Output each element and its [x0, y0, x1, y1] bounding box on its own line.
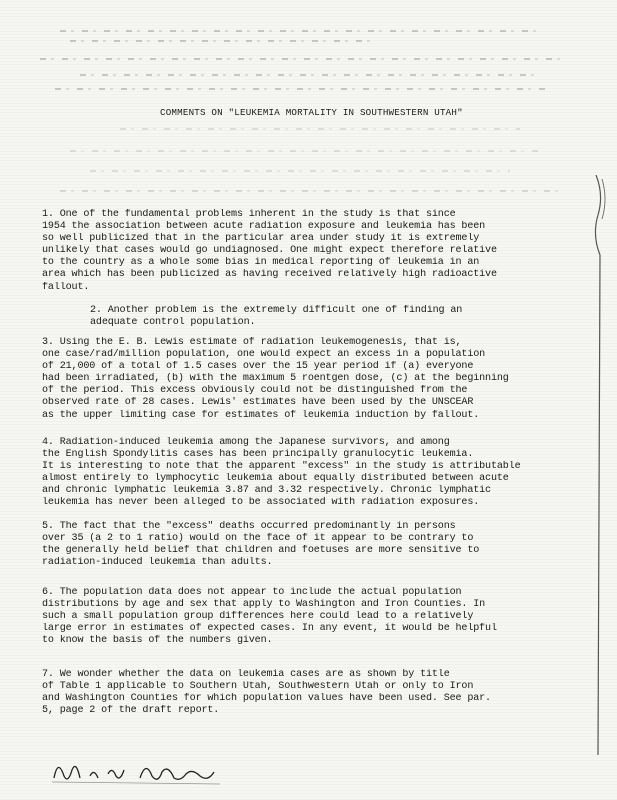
- paragraph-line: large error in estimates of expected cases. In any event, it would be helpful: [42, 623, 497, 635]
- paragraph-line: unlikely that cases would go undiagnosed. One might expect therefore relative: [42, 245, 497, 257]
- paragraph-line: 4. Radiation-induced leukemia among the Japanese survivors, and among: [42, 437, 450, 448]
- scan-artifact: [60, 30, 540, 32]
- paragraph-line: 7. We wonder whether the data on leukemia cases are as shown by title: [42, 669, 450, 680]
- paragraph-line: 1. One of the fundamental problems inherent in the study is that since: [42, 209, 456, 220]
- paragraph-line: leukemia has never been alleged to be associated with radiation exposures.: [42, 497, 480, 509]
- paragraph-line: of 21,000 of a total of 1.5 cases over the 15 year period if (a) everyone: [42, 361, 474, 373]
- paragraph-line: of the period. This excess obviously could not be distinguished from the: [42, 385, 468, 397]
- paragraph-line: distributions by age and sex that apply to Washington and Iron Counties. In: [42, 599, 486, 611]
- paragraph-line: to know the basis of the numbers given.: [42, 635, 273, 647]
- document-title: COMMENTS ON "LEUKEMIA MORTALITY IN SOUTHWESTERN UTAH": [160, 107, 463, 118]
- scan-artifact: [120, 128, 520, 130]
- paragraph-1: [42, 209, 582, 294]
- paragraph-line: adequate control population.: [90, 317, 256, 329]
- paragraph-line: 3. Using the E. B. Lewis estimate of radiation leukemogenesis, that is,: [42, 337, 462, 348]
- paragraph-line: to the country as a whole some bias in medical reporting of leukemia in an: [42, 257, 480, 269]
- handwritten-signature: [50, 748, 250, 788]
- paragraph-5: [42, 521, 582, 569]
- paragraph-line: the English Spondylitis cases has been principally granulocytic leukemia.: [42, 449, 474, 461]
- paragraph-line: over 35 (a 2 to 1 ratio) would on the face of it appear to be contrary to: [42, 533, 474, 545]
- paragraph-line: one case/rad/million population, one would expect an excess in a population: [42, 349, 486, 361]
- paragraph-line: and chronic lymphatic leukemia 3.87 and 3.32 respectively. Chronic lymphatic: [42, 485, 491, 497]
- paragraph-line: 2. Another problem is the extremely difficult one of finding an: [90, 305, 463, 316]
- paragraph-line: It is interesting to note that the apparent "excess" in the study is attributable: [42, 461, 521, 473]
- paragraph-7: [42, 669, 582, 717]
- scan-artifact: [70, 40, 370, 42]
- paragraph-line: 5, page 2 of the draft report.: [42, 705, 220, 717]
- binding-edge: [590, 175, 610, 755]
- scan-artifact: [80, 74, 540, 76]
- paragraph-line: the generally held belief that children and foetuses are more sensitive to: [42, 545, 480, 557]
- paragraph-line: had been irradiated, (b) with the maximum 5 roentgen dose, (c) at the beginning: [42, 373, 509, 385]
- paragraph-4: [42, 437, 582, 510]
- scan-artifact: [40, 58, 560, 60]
- paragraph-3: [42, 337, 582, 422]
- paragraph-6: [42, 587, 582, 647]
- paragraph-line: fallout.: [42, 281, 90, 293]
- paragraph-2: [90, 305, 580, 329]
- paragraph-line: such a small population group differences here could lead to a relatively: [42, 611, 474, 623]
- paragraph-line: as the upper limiting case for estimates of leukemia induction by fallout.: [42, 409, 480, 421]
- paragraph-line: 6. The population data does not appear to include the actual population: [42, 587, 462, 598]
- scan-artifact: [60, 190, 560, 192]
- scan-artifact: [90, 170, 510, 172]
- scan-artifact: [55, 88, 545, 90]
- paragraph-line: radiation-induced leukemia than adults.: [42, 557, 273, 569]
- scan-artifact: [70, 150, 540, 152]
- paragraph-line: observed rate of 28 cases. Lewis' estimates have been used by the UNSCEAR: [42, 397, 474, 409]
- paragraph-line: and Washington Counties for which population values have been used. See par.: [42, 693, 491, 705]
- paragraph-line: of Table 1 applicable to Southern Utah, Southwestern Utah or only to Iron: [42, 681, 474, 693]
- paragraph-line: so well publicized that in the particular area under study it is extremely: [42, 233, 480, 245]
- paragraph-line: 1954 the association between acute radiation exposure and leukemia has been: [42, 221, 486, 233]
- paragraph-line: almost entirely to lymphocytic leukemia about equally distributed between acute: [42, 473, 509, 485]
- paragraph-line: 5. The fact that the "excess" deaths occurred predominantly in persons: [42, 521, 456, 532]
- paragraph-line: area which has been publicized as having received relatively high radioactive: [42, 269, 497, 281]
